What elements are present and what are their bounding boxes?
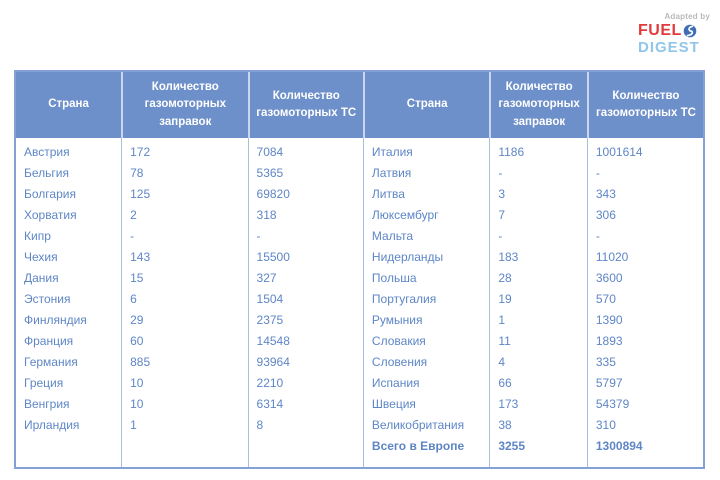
table-cell: 15500 bbox=[248, 247, 363, 268]
table-cell: Эстония bbox=[24, 291, 71, 306]
table-cell: - bbox=[489, 163, 587, 184]
table-cell: Чехия bbox=[24, 249, 58, 264]
table-cell: 5797 bbox=[587, 373, 703, 394]
table-cell: 885 bbox=[121, 352, 247, 373]
table-cell: 310 bbox=[587, 415, 703, 436]
table-cell: Германия bbox=[24, 354, 78, 369]
table-cell: 5365 bbox=[248, 163, 363, 184]
table-cell: 172 bbox=[121, 138, 247, 163]
column-header: Количество газомоторных заправок bbox=[121, 72, 247, 138]
fuel-logo-text: FUEL bbox=[638, 22, 682, 39]
table-cell: Ирландия bbox=[24, 417, 80, 432]
column-header: Страна bbox=[363, 72, 489, 138]
digest-logo-text: DIGEST bbox=[638, 39, 700, 56]
table-row bbox=[16, 289, 703, 310]
table-row bbox=[16, 163, 703, 184]
table-cell bbox=[16, 436, 121, 467]
table-cell: 7 bbox=[489, 205, 587, 226]
table-cell: - bbox=[121, 226, 247, 247]
table-cell: 1390 bbox=[587, 310, 703, 331]
table-row bbox=[16, 373, 703, 394]
table-cell: Венгрия bbox=[24, 396, 70, 411]
table-cell: Нидерланды bbox=[363, 247, 489, 268]
total-row bbox=[16, 436, 703, 467]
table-cell: Всего в Европе bbox=[363, 436, 489, 467]
table-cell: 10 bbox=[121, 373, 247, 394]
table-cell: 38 bbox=[489, 415, 587, 436]
table-cell: 2 bbox=[121, 205, 247, 226]
table-cell: 1186 bbox=[489, 138, 587, 163]
table-cell: 2375 bbox=[248, 310, 363, 331]
table-cell: 343 bbox=[587, 184, 703, 205]
table-cell: 3255 bbox=[489, 436, 587, 467]
table-cell: Болгария bbox=[24, 186, 76, 201]
table-row bbox=[16, 184, 703, 205]
table-cell: Бельгия bbox=[24, 165, 69, 180]
table-cell: 11020 bbox=[587, 247, 703, 268]
table-cell: 8 bbox=[248, 415, 363, 436]
table-row bbox=[16, 331, 703, 352]
table-cell: 143 bbox=[121, 247, 247, 268]
table-cell: 66 bbox=[489, 373, 587, 394]
table-cell: 173 bbox=[489, 394, 587, 415]
table-cell: 183 bbox=[489, 247, 587, 268]
adapted-by-label: Adapted by bbox=[664, 12, 710, 21]
table-row bbox=[16, 394, 703, 415]
table-cell: Финляндия bbox=[24, 312, 87, 327]
table-row bbox=[16, 247, 703, 268]
gas-stations-vehicles-table bbox=[14, 70, 705, 469]
table-cell: 570 bbox=[587, 289, 703, 310]
table-row bbox=[16, 415, 703, 436]
table-cell: Греция bbox=[24, 375, 64, 390]
table-cell bbox=[248, 436, 363, 467]
table-cell: Люксембург bbox=[363, 205, 489, 226]
table-cell: 3 bbox=[489, 184, 587, 205]
table-cell: 327 bbox=[248, 268, 363, 289]
table-row bbox=[16, 205, 703, 226]
table-row bbox=[16, 352, 703, 373]
column-header: Количество газомоторных заправок bbox=[489, 72, 587, 138]
table-cell: Италия bbox=[363, 138, 489, 163]
column-header: Количество газомоторных ТС bbox=[248, 72, 363, 138]
table-cell: Литва bbox=[363, 184, 489, 205]
table-cell: 6 bbox=[121, 289, 247, 310]
table-body bbox=[16, 138, 703, 467]
table-cell: 19 bbox=[489, 289, 587, 310]
table-cell: Испания bbox=[363, 373, 489, 394]
fuel-logo-line bbox=[638, 23, 710, 39]
table-cell: 93964 bbox=[248, 352, 363, 373]
table-cell: Франция bbox=[24, 333, 74, 348]
table-cell: 306 bbox=[587, 205, 703, 226]
table-cell: Австрия bbox=[24, 144, 70, 159]
table-cell: Словакия bbox=[363, 331, 489, 352]
table-cell: Латвия bbox=[363, 163, 489, 184]
table-cell: 54379 bbox=[587, 394, 703, 415]
table-cell: 6314 bbox=[248, 394, 363, 415]
table-cell: Дания bbox=[24, 270, 59, 285]
table-cell: 78 bbox=[121, 163, 247, 184]
table-cell: 1 bbox=[121, 415, 247, 436]
table-cell: Польша bbox=[363, 268, 489, 289]
column-header: Количество газомоторных ТС bbox=[587, 72, 703, 138]
table-row bbox=[16, 268, 703, 289]
table-cell: 2210 bbox=[248, 373, 363, 394]
table-row bbox=[16, 226, 703, 247]
table-cell: - bbox=[587, 226, 703, 247]
header-row bbox=[16, 72, 703, 138]
column-header: Страна bbox=[16, 72, 121, 138]
table-cell: 1300894 bbox=[587, 436, 703, 467]
table-cell: Мальта bbox=[363, 226, 489, 247]
table-cell: Португалия bbox=[363, 289, 489, 310]
table-cell: 318 bbox=[248, 205, 363, 226]
table-cell: - bbox=[489, 226, 587, 247]
table-cell: 4 bbox=[489, 352, 587, 373]
table-cell bbox=[121, 436, 247, 467]
table-cell: Словения bbox=[363, 352, 489, 373]
table-row bbox=[16, 310, 703, 331]
table-cell: 10 bbox=[121, 394, 247, 415]
table-cell: - bbox=[248, 226, 363, 247]
table-cell: 60 bbox=[121, 331, 247, 352]
table-cell: 7084 bbox=[248, 138, 363, 163]
table-cell: 69820 bbox=[248, 184, 363, 205]
table-cell: 1001614 bbox=[587, 138, 703, 163]
table-cell: - bbox=[587, 163, 703, 184]
table-cell: Хорватия bbox=[24, 207, 77, 222]
table-row bbox=[16, 138, 703, 163]
table-cell: 28 bbox=[489, 268, 587, 289]
swirl-icon bbox=[683, 24, 697, 38]
table-cell: 14548 bbox=[248, 331, 363, 352]
table-cell: 335 bbox=[587, 352, 703, 373]
table-cell: 3600 bbox=[587, 268, 703, 289]
table-cell: 15 bbox=[121, 268, 247, 289]
fuels-digest-logo bbox=[638, 13, 710, 55]
table-cell: Швеция bbox=[363, 394, 489, 415]
table-cell: Румыния bbox=[363, 310, 489, 331]
table-cell: 1504 bbox=[248, 289, 363, 310]
table-cell: Кипр bbox=[24, 228, 51, 243]
table-cell: 125 bbox=[121, 184, 247, 205]
table-cell: 1893 bbox=[587, 331, 703, 352]
table-cell: 1 bbox=[489, 310, 587, 331]
table-cell: 29 bbox=[121, 310, 247, 331]
table-cell: Великобритания bbox=[363, 415, 489, 436]
table-cell: 11 bbox=[489, 331, 587, 352]
